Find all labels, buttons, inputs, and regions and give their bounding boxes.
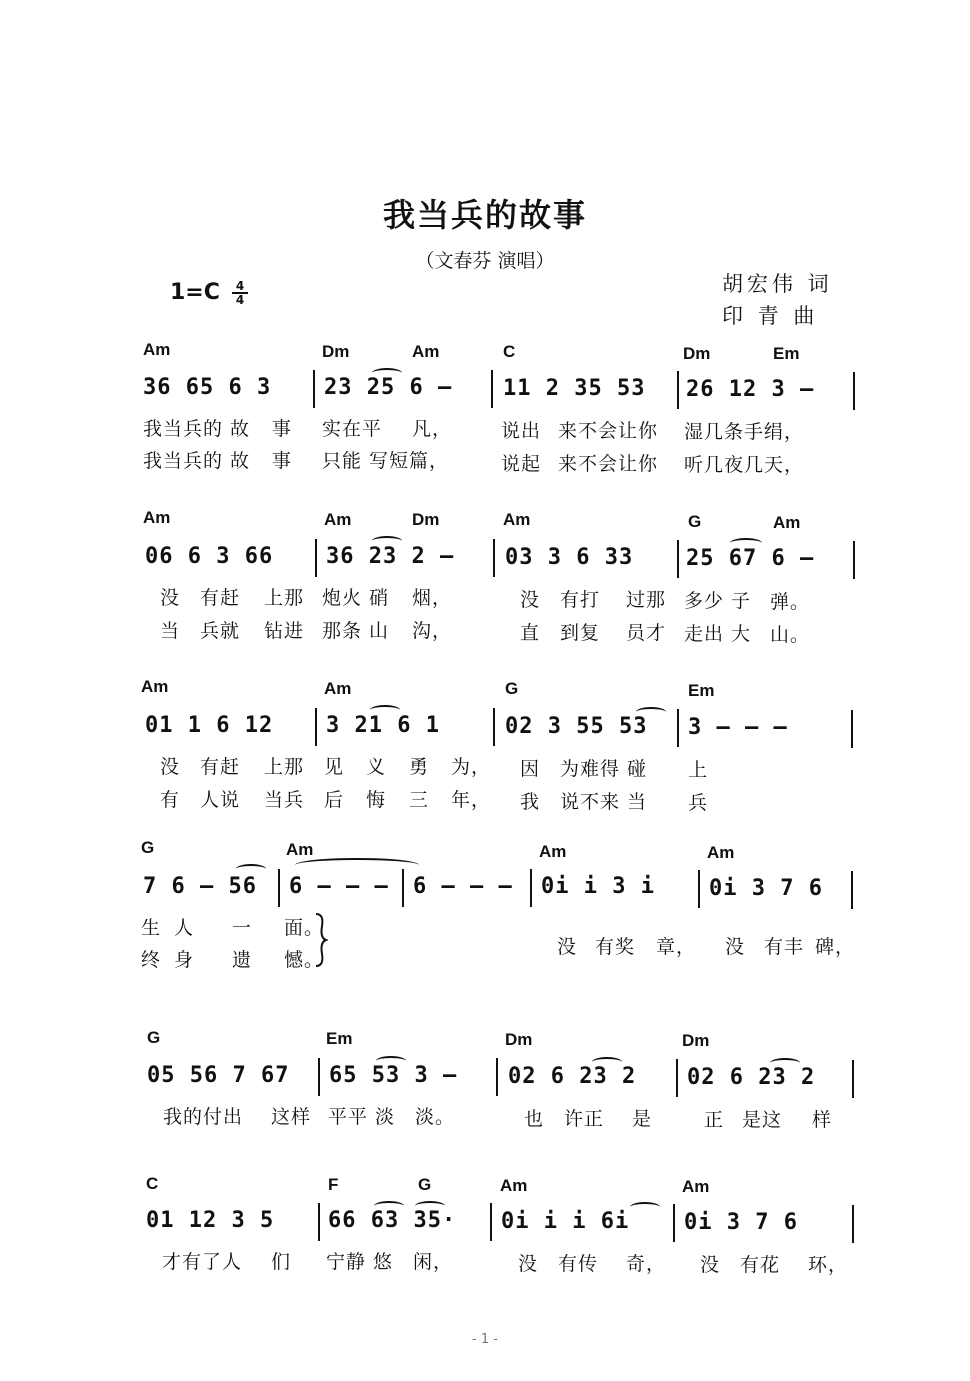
bar-line — [278, 869, 280, 907]
measure-notes: 6 – – – — [413, 874, 513, 899]
bar-line — [402, 869, 404, 907]
lyric-text: 烟， — [412, 587, 453, 609]
lyric-text: 许正 — [564, 1108, 605, 1130]
lyric-text: 我当兵的 故 — [143, 418, 251, 440]
bar-line — [315, 708, 317, 746]
measure-notes: 36 23 2 – — [326, 544, 455, 569]
chord: Am — [143, 340, 171, 359]
lyric-text: 上那 — [264, 587, 305, 609]
measure-notes: 7 6 – 56 — [143, 874, 257, 899]
lyric-text: 身 — [174, 949, 195, 971]
bar-line — [490, 1203, 492, 1241]
slur-mark — [592, 1057, 622, 1067]
measure-notes: 0i i i 6i — [501, 1209, 630, 1234]
lyric-text: 只能 写短篇， — [322, 450, 450, 472]
lyric-text: 说出 — [501, 420, 542, 442]
lyric-text: 那条 山 — [322, 620, 390, 642]
lyric-text: 上 — [688, 759, 709, 781]
measure-notes: 05 56 7 67 — [147, 1063, 290, 1088]
lyric-text: 山。 — [770, 624, 811, 646]
lyric-text: 沟， — [412, 620, 453, 642]
chord: Am — [503, 510, 531, 529]
measure-notes: 25 67 6 – — [686, 546, 815, 571]
lyric-text: 员才 — [626, 622, 667, 644]
bar-line — [852, 1060, 854, 1098]
bar-line — [318, 1058, 320, 1096]
bar-line — [851, 710, 853, 748]
lyric-text: 没 — [160, 587, 181, 609]
lyric-text: 悔 — [366, 789, 387, 811]
lyric-text: 有丰 — [764, 936, 805, 958]
measure-notes: 36 65 6 3 — [143, 375, 272, 400]
lyric-text: 弹。 — [770, 591, 811, 613]
lyric-text: 来不会让你 — [558, 420, 659, 442]
chord: Em — [688, 681, 715, 700]
lyric-text: 人 — [174, 917, 195, 939]
lyric-text: 有赶 — [200, 756, 241, 778]
measure-notes: 02 6 23 2 — [508, 1064, 637, 1089]
bar-line — [530, 869, 532, 907]
chord: C — [146, 1174, 159, 1193]
lyric-text: 环， — [808, 1254, 849, 1276]
measure-notes: 66 63 35· — [328, 1208, 457, 1233]
lyric-text: 事 — [272, 450, 293, 472]
measure-notes: 0i 3 7 6 — [684, 1210, 798, 1235]
lyric-text: 有赶 — [200, 587, 241, 609]
lyric-text: 凡， — [412, 418, 453, 440]
bar-line — [852, 1205, 854, 1243]
lyric-text: 们 — [271, 1251, 292, 1273]
lyric-text: 碑， — [815, 936, 856, 958]
lyric-text: 样 — [812, 1109, 833, 1131]
performer-credit: （文春芬 演唱） — [415, 250, 555, 272]
bar-line — [496, 1058, 498, 1096]
measure-notes: 0i 3 7 6 — [709, 876, 823, 901]
chord: G — [688, 512, 702, 531]
chord: Am — [143, 508, 171, 527]
bar-line — [677, 371, 679, 409]
lyric-text: 没 — [520, 589, 541, 611]
song-title: 我当兵的故事 — [382, 196, 587, 234]
measure-notes: 3 21 6 1 — [326, 713, 440, 738]
bar-line — [673, 1204, 675, 1242]
measure-notes: 01 12 3 5 — [146, 1208, 275, 1233]
chord: Am — [539, 842, 567, 861]
lyric-text: 年， — [451, 789, 492, 811]
lyric-text: 勇 — [409, 756, 430, 778]
lyric-text: 生 — [141, 917, 162, 939]
chord: Am — [773, 513, 801, 532]
lyric-text: 说起 — [501, 453, 542, 475]
lyric-text: 人说 — [200, 789, 241, 811]
chord: Am — [324, 679, 352, 698]
lyric-text: 因 — [520, 758, 541, 780]
measure-notes: 23 25 6 – — [324, 375, 453, 400]
lyric-text: 说不来 当 — [560, 791, 648, 813]
lyric-text: 义 — [366, 756, 387, 778]
measure-notes: 26 12 3 – — [686, 377, 815, 402]
slur-mark — [376, 1056, 406, 1066]
lyric-text: 到复 — [560, 622, 601, 644]
slur-mark — [415, 1201, 445, 1211]
lyric-text: 是 — [632, 1108, 653, 1130]
chord: Dm — [412, 510, 440, 529]
bar-line — [698, 870, 700, 908]
measure-notes: 01 1 6 12 — [145, 713, 274, 738]
bar-line — [676, 1059, 678, 1097]
chord: Am — [324, 510, 352, 529]
chord: Dm — [505, 1030, 533, 1049]
lyricist-credit: 胡宏伟 词 — [722, 272, 833, 296]
verse-bracket — [314, 912, 328, 968]
time-signature-bottom: 4 — [232, 292, 248, 306]
key-signature: 1=C — [170, 280, 220, 305]
chord: Dm — [682, 1031, 710, 1050]
lyric-text: 兵 — [688, 792, 709, 814]
bar-line — [493, 539, 495, 577]
lyric-text: 过那 — [626, 589, 667, 611]
lyric-text: 正 — [704, 1109, 725, 1131]
chord: Am — [412, 342, 440, 361]
chord: Em — [326, 1029, 353, 1048]
measure-notes: 02 3 55 53 — [505, 714, 648, 739]
lyric-text: 这样 — [271, 1106, 312, 1128]
lyric-text: 直 — [520, 622, 541, 644]
lyric-text: 炮火 硝 — [322, 587, 390, 609]
lyric-text: 才有了人 — [162, 1251, 243, 1273]
chord: Am — [707, 843, 735, 862]
time-signature-top: 4 — [235, 279, 245, 293]
lyric-text: 上那 — [264, 756, 305, 778]
lyric-text: 我的付出 — [163, 1106, 244, 1128]
lyric-text: 面。 — [284, 917, 325, 939]
lyric-text: 三 — [409, 789, 430, 811]
lyric-text: 为难得 碰 — [560, 758, 648, 780]
measure-notes: 3 – – – — [688, 715, 788, 740]
slur-mark — [770, 1058, 800, 1068]
lyric-text: 没 — [700, 1254, 721, 1276]
lyric-text: 终 — [141, 949, 162, 971]
chord: G — [418, 1175, 432, 1194]
lyric-text: 来不会让你 — [558, 453, 659, 475]
chord: Am — [141, 677, 169, 696]
chord: G — [147, 1028, 161, 1047]
chord: C — [503, 342, 516, 361]
lyric-text: 淡。 — [415, 1106, 456, 1128]
measure-notes: 0i i 3 i — [541, 874, 655, 899]
time-signature — [232, 280, 248, 306]
bar-line — [853, 372, 855, 410]
slur-mark — [730, 538, 762, 548]
lyric-text: 当兵 — [264, 789, 305, 811]
lyric-text: 没 — [518, 1253, 539, 1275]
composer-credit: 印 青 曲 — [722, 304, 819, 328]
slur-mark — [370, 705, 400, 715]
page-number: - 1 - — [472, 1332, 498, 1347]
bar-line — [853, 541, 855, 579]
lyric-text: 平平 淡 — [328, 1106, 396, 1128]
lyric-text: 当 — [160, 620, 181, 642]
lyric-text: 有 — [160, 789, 181, 811]
lyric-text: 我当兵的 故 — [143, 450, 251, 472]
lyric-text: 后 — [324, 789, 345, 811]
lyric-text: 宁静 悠 — [326, 1251, 394, 1273]
measure-notes: 65 53 3 – — [329, 1063, 458, 1088]
lyric-text: 听几夜几天， — [684, 454, 805, 476]
lyric-text: 没 — [557, 936, 578, 958]
lyric-text: 为， — [451, 756, 492, 778]
slur-mark — [636, 707, 666, 717]
lyric-text: 有奖 — [595, 936, 636, 958]
lyric-text: 章， — [656, 936, 697, 958]
measure-notes: 03 3 6 33 — [505, 545, 634, 570]
slur-mark — [236, 864, 266, 874]
chord: Em — [773, 344, 800, 363]
lyric-text: 是这 — [742, 1109, 783, 1131]
lyric-text: 湿几条手绢， — [684, 421, 805, 443]
chord: Dm — [683, 344, 711, 363]
lyric-text: 没 — [160, 756, 181, 778]
lyric-text: 实在平 — [322, 418, 383, 440]
chord: Am — [500, 1176, 528, 1195]
bar-line — [315, 539, 317, 577]
bar-line — [851, 871, 853, 909]
lyric-text: 一 — [232, 917, 253, 939]
measure-notes: 11 2 35 53 — [503, 376, 646, 401]
chord: Am — [682, 1177, 710, 1196]
bar-line — [677, 709, 679, 747]
slur-mark — [374, 1201, 404, 1211]
lyric-text: 事 — [272, 418, 293, 440]
lyric-text: 有传 — [558, 1253, 599, 1275]
lyric-text: 我 — [520, 791, 541, 813]
lyric-text: 遗 — [232, 949, 253, 971]
lyric-text: 走出 大 — [684, 623, 752, 645]
lyric-text: 憾。 — [284, 949, 325, 971]
lyric-text: 没 — [725, 936, 746, 958]
lyric-text: 钻进 — [264, 620, 305, 642]
lyric-text: 多少 子 — [684, 590, 752, 612]
lyric-text: 兵就 — [200, 620, 241, 642]
tie-mark — [295, 858, 419, 872]
lyric-text: 也 — [524, 1108, 545, 1130]
slur-mark — [372, 536, 402, 546]
bar-line — [677, 540, 679, 578]
chord: G — [141, 838, 155, 857]
lyric-text: 有打 — [560, 589, 601, 611]
chord: F — [328, 1175, 339, 1194]
measure-notes: 6 – – – — [289, 874, 389, 899]
lyric-text: 奇， — [626, 1253, 667, 1275]
lyric-text: 见 — [324, 756, 345, 778]
measure-notes: 02 6 23 2 — [687, 1065, 816, 1090]
chord: Am — [286, 840, 314, 859]
bar-line — [318, 1203, 320, 1241]
lyric-text: 闲， — [413, 1251, 454, 1273]
slur-mark — [372, 368, 402, 378]
chord: G — [505, 679, 519, 698]
bar-line — [313, 370, 315, 408]
bar-line — [493, 708, 495, 746]
chord: Dm — [322, 342, 350, 361]
measure-notes: 06 6 3 66 — [145, 544, 274, 569]
lyric-text: 有花 — [740, 1254, 781, 1276]
bar-line — [491, 370, 493, 408]
slur-mark — [630, 1202, 660, 1212]
